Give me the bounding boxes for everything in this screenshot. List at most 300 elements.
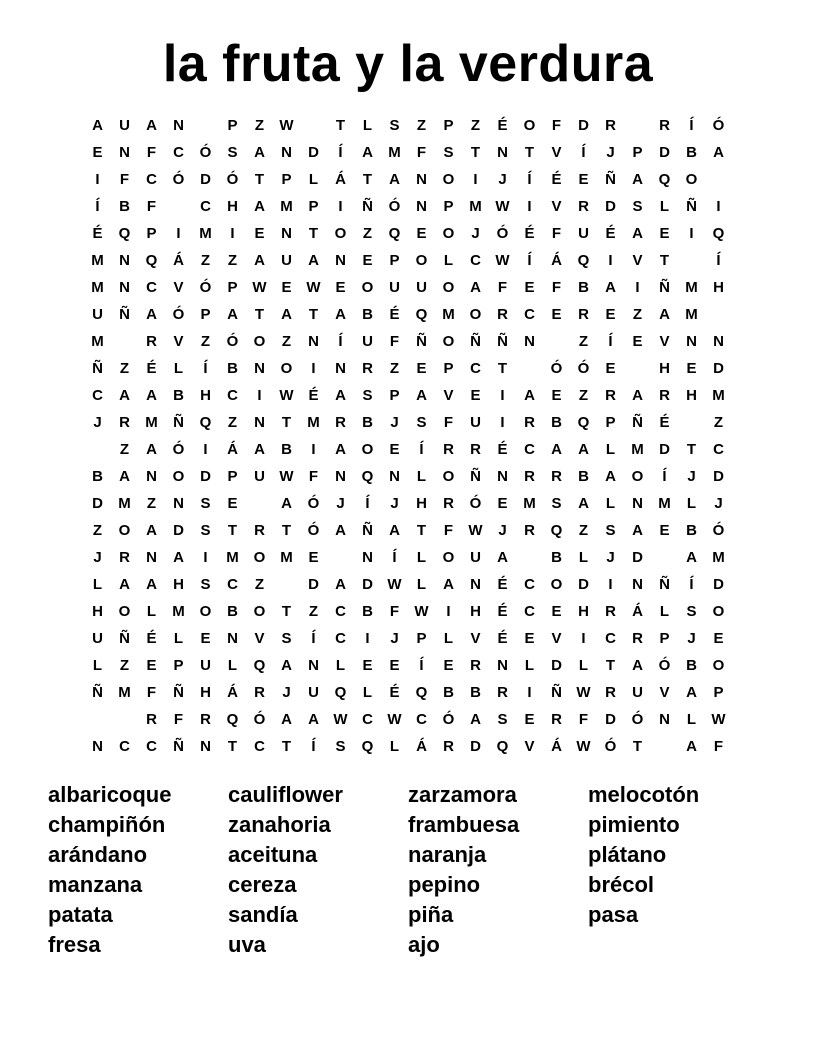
grid-letter[interactable]: L <box>227 657 238 674</box>
grid-letter[interactable]: Ñ <box>605 171 616 188</box>
grid-letter[interactable]: N <box>254 414 265 431</box>
grid-letter[interactable]: Z <box>578 333 589 350</box>
grid-letter[interactable]: T <box>281 414 292 431</box>
grid-letter[interactable]: O <box>442 225 455 242</box>
grid-letter[interactable]: Í <box>311 630 316 647</box>
grid-letter[interactable]: U <box>632 684 643 701</box>
grid-letter[interactable]: O <box>118 522 131 539</box>
grid-letter[interactable] <box>543 328 570 355</box>
grid-letter[interactable]: É <box>92 225 103 242</box>
grid-letter[interactable]: R <box>146 711 157 728</box>
grid-letter[interactable]: U <box>281 252 292 269</box>
grid-letter[interactable]: Á <box>416 738 427 755</box>
grid-letter[interactable]: R <box>362 360 373 377</box>
grid-letter[interactable]: T <box>632 738 643 755</box>
grid-letter[interactable] <box>624 112 651 139</box>
grid-letter[interactable]: F <box>146 144 157 161</box>
grid-letter[interactable]: Z <box>200 333 211 350</box>
grid-letter[interactable]: O <box>523 117 536 134</box>
grid-letter[interactable]: Ñ <box>173 738 184 755</box>
grid-letter[interactable]: É <box>146 360 157 377</box>
grid-letter[interactable]: Ñ <box>632 414 643 431</box>
grid-letter[interactable]: M <box>145 414 158 431</box>
grid-letter[interactable]: R <box>578 306 589 323</box>
grid-letter[interactable]: O <box>685 171 698 188</box>
grid-letter[interactable]: E <box>443 657 454 674</box>
grid-letter[interactable]: A <box>497 549 508 566</box>
grid-letter[interactable]: F <box>713 738 724 755</box>
grid-letter[interactable]: P <box>416 630 427 647</box>
grid-letter[interactable]: T <box>308 225 319 242</box>
grid-letter[interactable]: U <box>578 225 589 242</box>
grid-letter[interactable]: Ó <box>172 171 185 188</box>
grid-letter[interactable]: D <box>92 495 103 512</box>
grid-letter[interactable]: S <box>200 495 211 512</box>
grid-letter[interactable]: C <box>335 603 346 620</box>
grid-letter[interactable]: B <box>578 468 589 485</box>
grid-letter[interactable]: N <box>335 468 346 485</box>
grid-letter[interactable]: J <box>687 630 696 647</box>
grid-letter[interactable]: D <box>551 657 562 674</box>
grid-letter[interactable]: E <box>605 306 616 323</box>
grid-letter[interactable]: A <box>335 522 346 539</box>
grid-letter[interactable]: E <box>362 252 373 269</box>
grid-letter[interactable]: J <box>471 225 480 242</box>
grid-letter[interactable]: R <box>119 549 130 566</box>
grid-letter[interactable]: C <box>524 576 535 593</box>
grid-letter[interactable]: Ó <box>712 522 725 539</box>
grid-letter[interactable]: É <box>497 603 508 620</box>
grid-letter[interactable]: W <box>387 576 402 593</box>
grid-letter[interactable]: P <box>389 252 400 269</box>
grid-letter[interactable]: I <box>203 549 208 566</box>
grid-letter[interactable]: A <box>227 306 238 323</box>
grid-letter[interactable]: F <box>443 414 454 431</box>
grid-letter[interactable]: E <box>605 360 616 377</box>
grid-letter[interactable]: Ó <box>712 117 725 134</box>
grid-letter[interactable]: Z <box>119 657 130 674</box>
grid-letter[interactable]: Í <box>338 333 343 350</box>
grid-letter[interactable]: A <box>713 144 724 161</box>
grid-letter[interactable]: F <box>173 711 184 728</box>
grid-letter[interactable] <box>516 544 543 571</box>
grid-letter[interactable]: T <box>281 522 292 539</box>
grid-letter[interactable]: Q <box>550 522 563 539</box>
grid-letter[interactable]: O <box>631 468 644 485</box>
grid-letter[interactable]: N <box>335 360 346 377</box>
grid-letter[interactable]: E <box>551 306 562 323</box>
grid-letter[interactable]: Q <box>577 414 590 431</box>
grid-letter[interactable]: L <box>362 117 373 134</box>
grid-letter[interactable]: A <box>551 441 562 458</box>
grid-letter[interactable]: I <box>716 198 721 215</box>
grid-letter[interactable]: O <box>334 225 347 242</box>
grid-letter[interactable]: A <box>281 657 292 674</box>
grid-letter[interactable]: R <box>335 414 346 431</box>
grid-letter[interactable]: V <box>254 630 265 647</box>
grid-letter[interactable]: L <box>659 603 670 620</box>
grid-letter[interactable]: E <box>632 333 643 350</box>
grid-letter[interactable]: E <box>551 387 562 404</box>
grid-letter[interactable]: É <box>497 117 508 134</box>
grid-letter[interactable]: S <box>443 144 454 161</box>
grid-letter[interactable]: C <box>470 360 481 377</box>
grid-letter[interactable]: A <box>281 306 292 323</box>
grid-letter[interactable]: E <box>362 657 373 674</box>
grid-letter[interactable]: Ó <box>577 360 590 377</box>
grid-letter[interactable]: O <box>550 576 563 593</box>
grid-letter[interactable]: F <box>389 603 400 620</box>
grid-letter[interactable]: F <box>389 333 400 350</box>
grid-letter[interactable] <box>678 409 705 436</box>
grid-letter[interactable]: L <box>173 630 184 647</box>
grid-letter[interactable]: H <box>686 387 697 404</box>
grid-letter[interactable]: L <box>92 576 103 593</box>
grid-letter[interactable]: Í <box>365 495 370 512</box>
grid-letter[interactable]: R <box>119 414 130 431</box>
grid-letter[interactable]: U <box>254 468 265 485</box>
grid-letter[interactable]: Z <box>308 603 319 620</box>
grid-letter[interactable]: Á <box>551 252 562 269</box>
grid-letter[interactable]: Í <box>338 144 343 161</box>
grid-letter[interactable]: E <box>524 711 535 728</box>
grid-letter[interactable]: V <box>659 684 670 701</box>
grid-letter[interactable]: H <box>200 387 211 404</box>
grid-letter[interactable]: N <box>497 144 508 161</box>
grid-letter[interactable]: N <box>308 333 319 350</box>
grid-letter[interactable]: W <box>279 387 294 404</box>
grid-letter[interactable]: R <box>524 468 535 485</box>
grid-letter[interactable]: N <box>308 657 319 674</box>
grid-letter[interactable]: C <box>119 738 130 755</box>
grid-letter[interactable]: C <box>713 441 724 458</box>
grid-letter[interactable]: R <box>605 117 616 134</box>
grid-letter[interactable]: J <box>606 144 615 161</box>
grid-letter[interactable]: F <box>578 711 589 728</box>
grid-letter[interactable]: O <box>361 279 374 296</box>
grid-letter[interactable]: É <box>497 441 508 458</box>
grid-letter[interactable]: Z <box>227 252 238 269</box>
grid-letter[interactable]: N <box>281 225 292 242</box>
grid-letter[interactable]: U <box>470 414 481 431</box>
grid-letter[interactable]: B <box>119 198 130 215</box>
grid-letter[interactable] <box>624 355 651 382</box>
grid-letter[interactable]: N <box>416 171 427 188</box>
grid-letter[interactable]: E <box>281 279 292 296</box>
grid-letter[interactable]: R <box>605 387 616 404</box>
grid-letter[interactable]: O <box>442 468 455 485</box>
grid-letter[interactable]: B <box>686 522 697 539</box>
grid-letter[interactable]: P <box>632 144 643 161</box>
grid-letter[interactable]: Ñ <box>119 306 130 323</box>
grid-letter[interactable]: R <box>524 522 535 539</box>
grid-letter[interactable]: S <box>686 603 697 620</box>
grid-letter[interactable]: R <box>659 387 670 404</box>
grid-letter[interactable]: L <box>443 630 454 647</box>
grid-letter[interactable]: I <box>311 441 316 458</box>
grid-letter[interactable]: Ó <box>172 306 185 323</box>
grid-letter[interactable]: C <box>362 711 373 728</box>
grid-letter[interactable]: Q <box>658 171 671 188</box>
grid-letter[interactable]: B <box>227 603 238 620</box>
grid-letter[interactable]: P <box>281 171 292 188</box>
grid-letter[interactable]: F <box>146 684 157 701</box>
grid-letter[interactable]: A <box>146 306 157 323</box>
grid-letter[interactable]: Á <box>227 441 238 458</box>
grid-letter[interactable]: B <box>362 603 373 620</box>
grid-letter[interactable]: É <box>308 387 319 404</box>
grid-letter[interactable]: E <box>416 225 427 242</box>
grid-letter[interactable]: L <box>308 171 319 188</box>
grid-letter[interactable]: N <box>497 657 508 674</box>
grid-letter[interactable]: E <box>524 630 535 647</box>
grid-letter[interactable]: Í <box>392 549 397 566</box>
grid-letter[interactable]: W <box>414 603 429 620</box>
grid-letter[interactable]: M <box>712 549 725 566</box>
grid-letter[interactable]: U <box>416 279 427 296</box>
grid-letter[interactable]: N <box>200 738 211 755</box>
grid-letter[interactable]: A <box>281 495 292 512</box>
grid-letter[interactable]: A <box>632 522 643 539</box>
grid-letter[interactable]: Ñ <box>686 198 697 215</box>
grid-letter[interactable]: I <box>446 603 451 620</box>
grid-letter[interactable]: Í <box>689 117 694 134</box>
grid-letter[interactable]: B <box>92 468 103 485</box>
grid-letter[interactable]: C <box>254 738 265 755</box>
grid-letter[interactable]: I <box>365 630 370 647</box>
grid-letter[interactable]: E <box>335 279 346 296</box>
grid-letter[interactable]: R <box>443 738 454 755</box>
grid-letter[interactable]: O <box>442 279 455 296</box>
grid-letter[interactable]: I <box>689 225 694 242</box>
grid-letter[interactable]: Ó <box>658 657 671 674</box>
grid-letter[interactable]: A <box>308 711 319 728</box>
grid-letter[interactable]: M <box>91 279 104 296</box>
grid-letter[interactable]: R <box>551 711 562 728</box>
grid-letter[interactable]: E <box>200 630 211 647</box>
grid-letter[interactable]: N <box>119 252 130 269</box>
grid-letter[interactable]: Q <box>145 252 158 269</box>
grid-letter[interactable]: Í <box>716 252 721 269</box>
grid-letter[interactable]: N <box>173 495 184 512</box>
grid-letter[interactable]: M <box>91 333 104 350</box>
grid-letter[interactable]: A <box>659 306 670 323</box>
grid-letter[interactable]: I <box>635 279 640 296</box>
grid-letter[interactable]: I <box>230 225 235 242</box>
grid-letter[interactable]: Q <box>334 684 347 701</box>
grid-letter[interactable]: U <box>119 117 130 134</box>
grid-letter[interactable]: J <box>498 171 507 188</box>
grid-letter[interactable]: Ó <box>226 333 239 350</box>
grid-letter[interactable]: E <box>227 495 238 512</box>
grid-letter[interactable]: H <box>173 576 184 593</box>
grid-letter[interactable]: W <box>711 711 726 728</box>
grid-letter[interactable]: E <box>659 225 670 242</box>
grid-letter[interactable]: O <box>253 549 266 566</box>
grid-letter[interactable]: N <box>335 252 346 269</box>
grid-letter[interactable]: I <box>500 387 505 404</box>
grid-letter[interactable]: Z <box>578 387 589 404</box>
grid-letter[interactable]: H <box>416 495 427 512</box>
grid-letter[interactable]: O <box>118 603 131 620</box>
grid-letter[interactable] <box>651 544 678 571</box>
grid-letter[interactable]: Ó <box>604 738 617 755</box>
grid-letter[interactable]: A <box>389 522 400 539</box>
grid-letter[interactable]: É <box>146 630 157 647</box>
grid-letter[interactable]: P <box>227 117 238 134</box>
grid-letter[interactable]: N <box>146 549 157 566</box>
grid-letter[interactable]: O <box>253 603 266 620</box>
grid-letter[interactable]: B <box>281 441 292 458</box>
grid-letter[interactable]: J <box>93 414 102 431</box>
grid-letter[interactable]: C <box>524 306 535 323</box>
grid-letter[interactable]: A <box>443 576 454 593</box>
grid-letter[interactable]: N <box>632 576 643 593</box>
grid-letter[interactable]: C <box>524 441 535 458</box>
grid-letter[interactable]: E <box>254 225 265 242</box>
grid-letter[interactable]: U <box>389 279 400 296</box>
grid-letter[interactable]: E <box>524 279 535 296</box>
grid-letter[interactable]: É <box>497 576 508 593</box>
grid-letter[interactable]: C <box>227 576 238 593</box>
grid-letter[interactable]: Q <box>415 684 428 701</box>
grid-letter[interactable]: D <box>308 576 319 593</box>
grid-letter[interactable]: C <box>524 603 535 620</box>
grid-letter[interactable]: Q <box>496 738 509 755</box>
grid-letter[interactable]: A <box>470 711 481 728</box>
grid-letter[interactable]: P <box>146 225 157 242</box>
grid-letter[interactable]: M <box>91 252 104 269</box>
grid-letter[interactable]: Q <box>253 657 266 674</box>
grid-letter[interactable]: T <box>281 603 292 620</box>
grid-letter[interactable]: S <box>632 198 643 215</box>
grid-letter[interactable]: B <box>578 279 589 296</box>
grid-letter[interactable]: R <box>470 441 481 458</box>
grid-letter[interactable]: M <box>685 306 698 323</box>
grid-letter[interactable] <box>300 112 327 139</box>
grid-letter[interactable]: D <box>362 576 373 593</box>
grid-letter[interactable]: N <box>254 360 265 377</box>
grid-letter[interactable]: Ñ <box>173 414 184 431</box>
grid-letter[interactable] <box>84 706 111 733</box>
grid-letter[interactable]: A <box>605 468 616 485</box>
grid-letter[interactable]: N <box>362 549 373 566</box>
grid-letter[interactable]: L <box>146 603 157 620</box>
grid-letter[interactable]: A <box>173 549 184 566</box>
grid-letter[interactable]: N <box>281 144 292 161</box>
grid-letter[interactable]: H <box>713 279 724 296</box>
grid-letter[interactable]: N <box>659 711 670 728</box>
grid-letter[interactable]: A <box>119 576 130 593</box>
grid-letter[interactable]: Í <box>311 738 316 755</box>
grid-letter[interactable]: V <box>551 198 562 215</box>
grid-letter[interactable]: A <box>146 576 157 593</box>
grid-letter[interactable]: M <box>226 549 239 566</box>
grid-letter[interactable]: Q <box>199 414 212 431</box>
grid-letter[interactable]: T <box>335 117 346 134</box>
grid-letter[interactable]: I <box>500 414 505 431</box>
grid-letter[interactable]: Ñ <box>173 684 184 701</box>
grid-letter[interactable]: Ó <box>496 225 509 242</box>
grid-letter[interactable]: P <box>659 630 670 647</box>
grid-letter[interactable]: I <box>95 171 100 188</box>
grid-letter[interactable]: S <box>605 522 616 539</box>
grid-letter[interactable]: H <box>200 684 211 701</box>
grid-letter[interactable]: Á <box>173 252 184 269</box>
grid-letter[interactable]: Q <box>388 225 401 242</box>
grid-letter[interactable]: T <box>227 738 238 755</box>
grid-letter[interactable]: Í <box>419 657 424 674</box>
grid-letter[interactable]: S <box>200 522 211 539</box>
grid-letter[interactable]: M <box>118 684 131 701</box>
grid-letter[interactable]: P <box>227 279 238 296</box>
grid-letter[interactable]: A <box>146 117 157 134</box>
grid-letter[interactable]: A <box>335 576 346 593</box>
grid-letter[interactable]: I <box>176 225 181 242</box>
grid-letter[interactable]: H <box>470 603 481 620</box>
grid-letter[interactable]: T <box>362 171 373 188</box>
grid-letter[interactable]: N <box>470 576 481 593</box>
grid-letter[interactable]: O <box>712 657 725 674</box>
grid-letter[interactable]: I <box>473 171 478 188</box>
grid-letter[interactable]: Ñ <box>416 333 427 350</box>
grid-letter[interactable]: Ñ <box>362 522 373 539</box>
grid-letter[interactable]: A <box>119 468 130 485</box>
grid-letter[interactable]: I <box>608 252 613 269</box>
grid-letter[interactable]: L <box>416 468 427 485</box>
grid-letter[interactable]: H <box>578 603 589 620</box>
grid-letter[interactable]: L <box>578 549 589 566</box>
grid-letter[interactable]: D <box>659 144 670 161</box>
grid-letter[interactable]: E <box>308 549 319 566</box>
grid-letter[interactable]: J <box>498 522 507 539</box>
grid-letter[interactable]: N <box>632 495 643 512</box>
grid-letter[interactable]: N <box>389 468 400 485</box>
grid-letter[interactable]: Z <box>713 414 724 431</box>
grid-letter[interactable]: L <box>524 657 535 674</box>
grid-letter[interactable]: N <box>92 738 103 755</box>
grid-letter[interactable]: H <box>92 603 103 620</box>
grid-letter[interactable]: A <box>281 711 292 728</box>
grid-letter[interactable]: H <box>227 198 238 215</box>
grid-letter[interactable]: L <box>389 738 400 755</box>
grid-letter[interactable]: C <box>200 198 211 215</box>
grid-letter[interactable] <box>192 112 219 139</box>
grid-letter[interactable]: B <box>227 360 238 377</box>
grid-letter[interactable]: P <box>173 657 184 674</box>
grid-letter[interactable]: Ó <box>199 144 212 161</box>
grid-letter[interactable]: O <box>442 333 455 350</box>
grid-letter[interactable]: S <box>389 117 400 134</box>
grid-letter[interactable]: P <box>443 117 454 134</box>
grid-letter[interactable]: A <box>632 657 643 674</box>
grid-letter[interactable]: R <box>659 117 670 134</box>
grid-letter[interactable]: F <box>551 117 562 134</box>
grid-letter[interactable]: D <box>713 576 724 593</box>
grid-letter[interactable]: W <box>468 522 483 539</box>
grid-letter[interactable]: A <box>632 387 643 404</box>
grid-letter[interactable]: O <box>199 603 212 620</box>
grid-letter[interactable]: C <box>146 738 157 755</box>
grid-letter[interactable]: O <box>712 603 725 620</box>
grid-letter[interactable]: Ó <box>442 711 455 728</box>
grid-letter[interactable]: S <box>362 387 373 404</box>
grid-letter[interactable]: A <box>335 441 346 458</box>
grid-letter[interactable]: U <box>200 657 211 674</box>
grid-letter[interactable]: S <box>200 576 211 593</box>
grid-letter[interactable]: D <box>659 441 670 458</box>
grid-letter[interactable]: E <box>713 630 724 647</box>
